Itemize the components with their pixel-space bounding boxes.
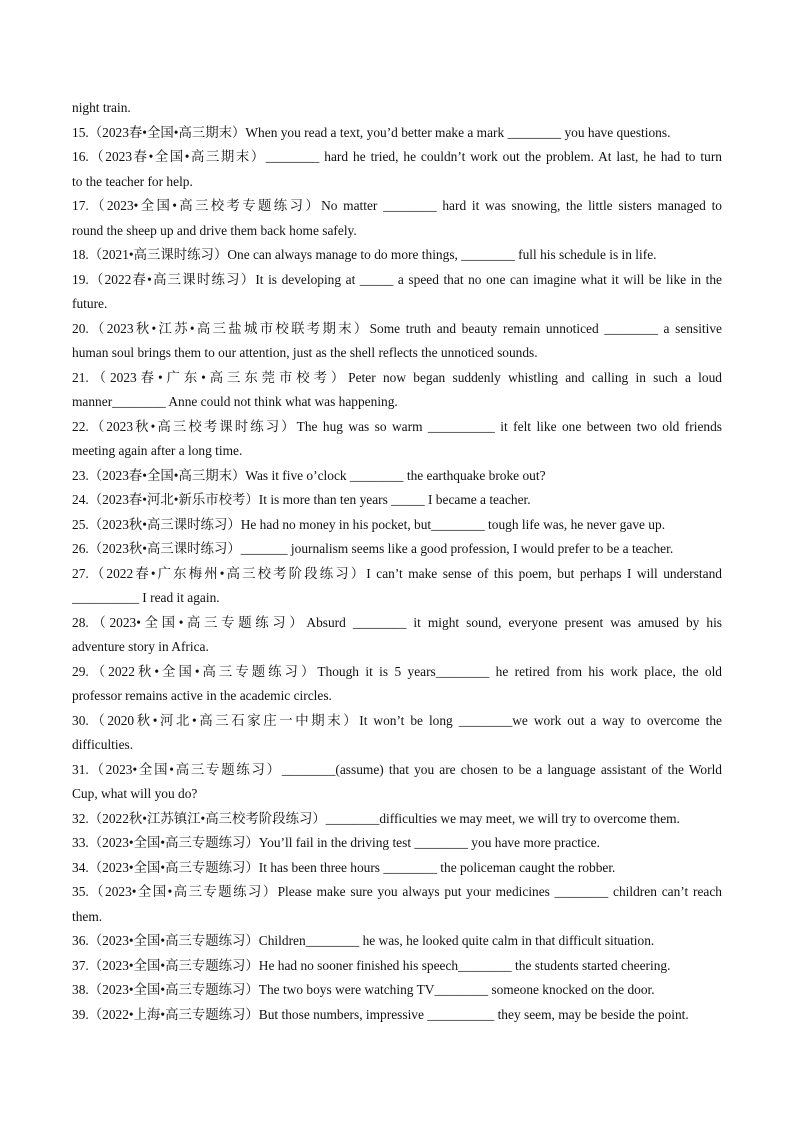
question-36: 36.（2023•全国•高三专题练习）Children________ he was, he looked quite calm in that difficult situation. [72,933,655,948]
text-line: meeting again after a long time. [72,443,243,458]
document-page [72,96,722,1027]
question-18: 18.（2021•高三课时练习）One can always manage to do more things, ________ full his schedule is in life. [72,247,657,262]
question-27: 27.（2022春•广东梅州•高三校考阶段练习）I can’t make sense of this poem, but perhaps I will understand [72,565,722,581]
question-35: 35.（2023•全国•高三专题练习）Please make sure you always put your medicines ________ children can’t reach [72,884,722,899]
text-line: adventure story in Africa. [72,639,209,654]
text-line: human soul brings them to our attention, just as the shell reflects the unnoticed sounds. [72,345,538,360]
question-15: 15.（2023春•全国•高三期末）When you read a text, you’d better make a mark ________ you have questions. [72,124,671,140]
text-line: round the sheep up and drive them back home safely. [72,222,357,238]
question-19: 19.（2022春•高三课时练习）It is developing at _____ a speed that no one can imagine what it will be like in the [72,271,722,287]
question-34: 34.（2023•全国•高三专题练习）It has been three hours ________ the policeman caught the robber. [72,859,616,875]
text-line: to the teacher for help. [72,173,193,189]
text-line: manner________ Anne could not think what was happening. [72,394,398,409]
question-31: 31.（2023•全国•高三专题练习）________(assume) that you are chosen to be a language assistant of the World [72,761,722,777]
question-33: 33.（2023•全国•高三专题练习）You’ll fail in the driving test ________ you have more practice. [72,835,600,850]
question-39: 39.（2022•上海•高三专题练习）But those numbers, impressive __________ they seem, may be beside the point. [72,1006,689,1022]
question-20: 20.（2023秋•江苏•高三盐城市校联考期末）Some truth and beauty remain unnoticed ________ a sensitive [72,320,722,336]
text-line: night train. [72,100,131,115]
question-16: 16.（2023春•全国•高三期末）________ hard he tried, he couldn’t work out the problem. At last, he had to turn [72,149,722,164]
text-line: future. [72,296,108,311]
text-line: difficulties. [72,737,134,752]
question-26: 26.（2023秋•高三课时练习）_______ journalism seems like a good profession, I would prefer to be a teacher. [72,541,674,556]
question-17: 17.（2023•全国•高三校考专题练习）No matter ________ hard it was snowing, the little sisters managed to [72,198,722,213]
text-line: professor remains active in the academic circles. [72,688,332,703]
question-37: 37.（2023•全国•高三专题练习）He had no sooner finished his speech________ the students started cheering. [72,957,671,973]
question-30: 30.（2020秋•河北•高三石家庄一中期末）It won’t be long ________we work out a way to overcome the [72,712,722,728]
question-29: 29.（2022秋•全国•高三专题练习）Though it is 5 years________ he retired from his work place, the old [72,663,722,679]
question-22: 22.（2023秋•高三校考课时练习）The hug was so warm __________ it felt like one between two old friends [72,418,722,434]
text-line: __________ I read it again. [72,590,220,605]
text-line: them. [72,908,103,924]
text-line: Cup, what will you do? [72,786,198,801]
question-25: 25.（2023秋•高三课时练习）He had no money in his pocket, but________ tough life was, he never gave up. [72,516,666,532]
question-32: 32.（2022秋•江苏镇江•高三校考阶段练习）________difficulties we may meet, we will try to overcome them. [72,810,680,826]
question-21: 21.（2023春•广东•高三东莞市校考）Peter now began suddenly whistling and calling in such a loud [72,369,722,385]
question-38: 38.（2023•全国•高三专题练习）The two boys were watching TV________ someone knocked on the door. [72,982,655,997]
question-23: 23.（2023春•全国•高三期末）Was it five o’clock ________ the earthquake broke out? [72,467,546,483]
question-24: 24.（2023春•河北•新乐市校考）It is more than ten years _____ I became a teacher. [72,492,531,507]
question-28: 28.（2023•全国•高三专题练习）Absurd ________ it might sound, everyone present was amused by his [72,614,722,630]
